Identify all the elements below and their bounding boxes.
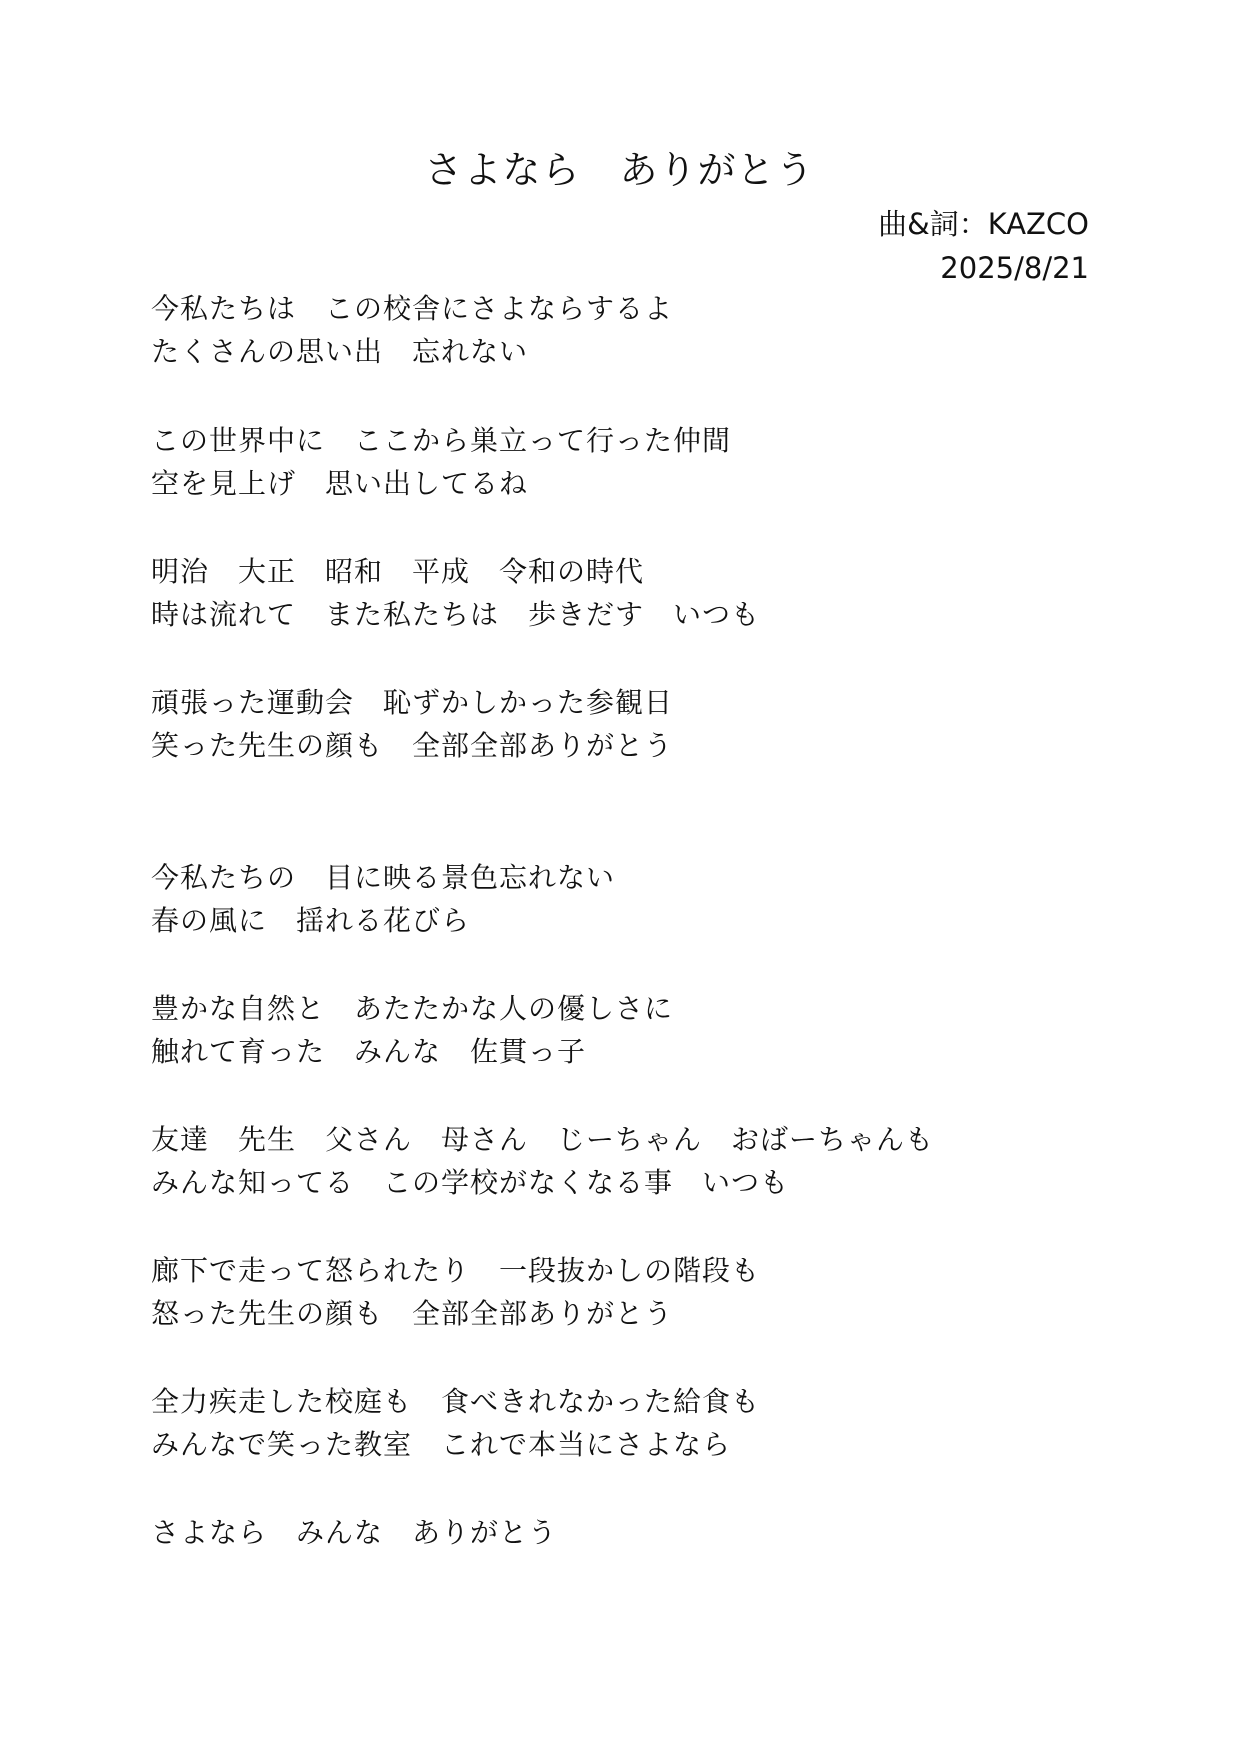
lyric-line: 豊かな自然と あたたかな人の優しさに [151, 992, 674, 1025]
lyric-line: 頑張った運動会 恥ずかしかった参観日 [151, 686, 674, 719]
lyric-line: 友達 先生 父さん 母さん じーちゃん おばーちゃんも [151, 1123, 935, 1156]
lyric-line: 明治 大正 昭和 平成 令和の時代 [151, 555, 645, 588]
lyric-line: 時は流れて また私たちは 歩きだす いつも [151, 598, 761, 631]
lyric-line: みんなで笑った教室 これで本当にさよなら [151, 1428, 732, 1461]
lyric-line: さよなら みんな ありがとう [151, 1516, 558, 1549]
lyric-line: たくさんの思い出 忘れない [151, 335, 529, 368]
lyric-line: 春の風に 揺れる花びら [151, 904, 471, 937]
lyric-line: 廊下で走って怒られたり 一段抜かしの階段も [151, 1254, 761, 1287]
credit-composer: 曲&詞：KAZCO [878, 207, 1089, 241]
page-title: さよなら ありがとう [424, 148, 815, 192]
credit-date: 2025/8/21 [940, 251, 1089, 285]
lyric-line: 今私たちは この校舎にさよならするよ [151, 292, 674, 325]
lyric-line: 触れて育った みんな 佐貫っ子 [151, 1035, 587, 1068]
lyric-line: 怒った先生の顔も 全部全部ありがとう [151, 1297, 674, 1330]
lyric-line: 笑った先生の顔も 全部全部ありがとう [151, 729, 674, 762]
lyric-line: 空を見上げ 思い出してるね [151, 467, 529, 500]
lyric-line: この世界中に ここから巣立って行った仲間 [151, 424, 732, 457]
lyric-line: みんな知ってる この学校がなくなる事 いつも [151, 1166, 790, 1199]
lyric-line: 今私たちの 目に映る景色忘れない [151, 861, 616, 894]
lyric-line: 全力疾走した校庭も 食べきれなかった給食も [151, 1385, 761, 1418]
